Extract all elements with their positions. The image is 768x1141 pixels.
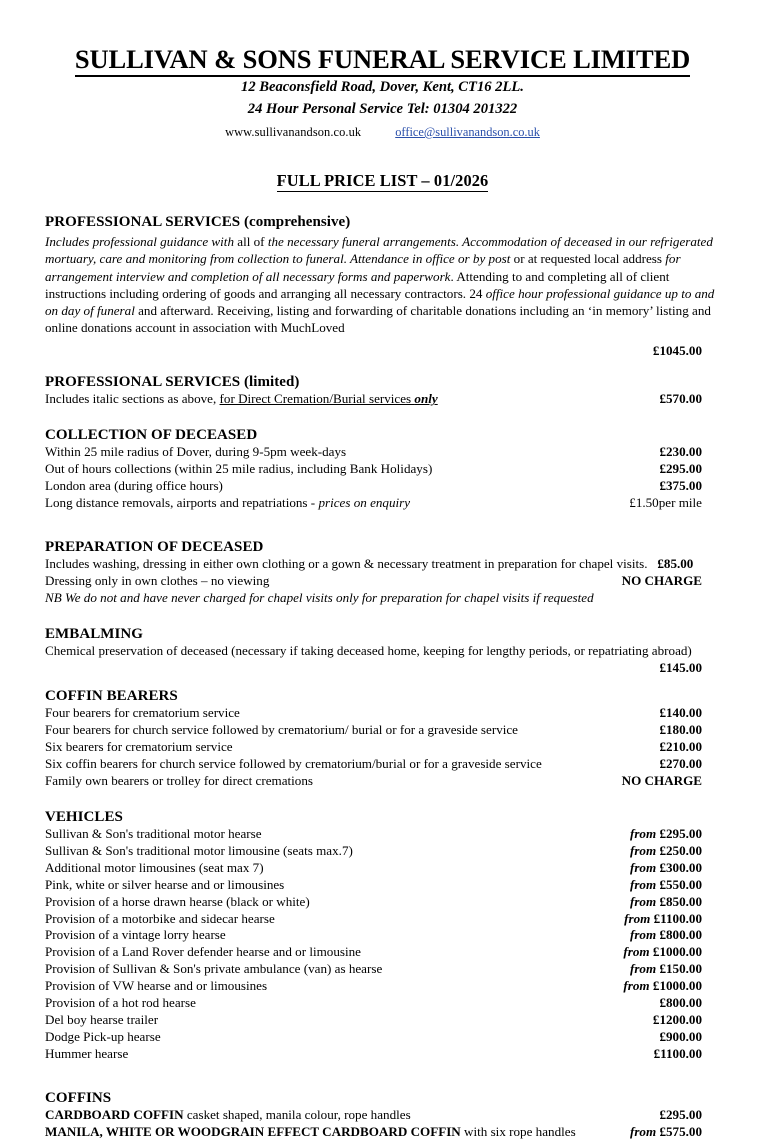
section-professional-limited — [45, 373, 720, 408]
price-row — [45, 995, 720, 1012]
price-row — [45, 1046, 720, 1063]
website-text: www.sullivanandson.co.uk — [225, 125, 362, 140]
row-price: from £1000.00 — [623, 978, 702, 994]
row-price: £800.00 — [659, 995, 702, 1011]
row-price: £180.00 — [659, 721, 702, 737]
price-row — [45, 978, 720, 995]
price-row — [45, 1029, 720, 1046]
price-row — [45, 877, 720, 894]
row-price: £140.00 — [659, 705, 702, 720]
price-row — [45, 927, 720, 944]
row-description-bold: MANILA, WHITE OR WOODGRAIN EFFECT CARDBOARD COFFIN — [45, 1124, 461, 1140]
row-price: £1.50per mile — [629, 495, 702, 511]
price-row — [45, 773, 720, 790]
price-row — [45, 722, 720, 739]
limited-desc-only: only — [414, 391, 438, 407]
row-description: Dodge Pick-up hearse — [45, 1029, 161, 1045]
company-title — [45, 45, 720, 75]
row-price: from £1000.00 — [623, 944, 702, 960]
preparation-line2-price: NO CHARGE — [621, 573, 702, 589]
row-price: £375.00 — [659, 478, 702, 494]
row-price: from £300.00 — [629, 859, 702, 875]
row-description: Sullivan & Son's traditional motor hearse — [45, 825, 262, 841]
price-row — [45, 1107, 720, 1124]
row-price: £900.00 — [659, 1029, 702, 1045]
section-preparation — [45, 538, 720, 607]
company-address: 12 Beaconsfield Road, Dover, Kent, CT16 2LL. — [241, 78, 524, 95]
price-row — [45, 911, 720, 928]
row-description: Out of hours collections (within 25 mile radius, including Bank Holidays) — [45, 461, 433, 477]
row-price: £210.00 — [659, 738, 702, 754]
row-description: Sullivan & Son's traditional motor limousine (seats max.7) — [45, 842, 353, 858]
section-collection — [45, 426, 720, 512]
row-description: Provision of a horse drawn hearse (black or white) — [45, 893, 310, 909]
section-coffin-bearers — [45, 687, 720, 790]
row-price: £1200.00 — [652, 1012, 702, 1028]
row-price-from: from — [629, 859, 660, 875]
row-description: Provision of Sullivan & Son's private ambulance (van) as hearse — [45, 961, 383, 977]
row-description: Pink, white or silver hearse and or limousines — [45, 876, 285, 892]
email-link[interactable]: office@sullivanandson.co.uk — [395, 125, 540, 140]
coffin-rows — [45, 1107, 720, 1141]
row-description: Provision of a vintage lorry hearse — [45, 927, 226, 943]
row-price: £230.00 — [659, 444, 702, 460]
row-description-italic: prices on enquiry — [318, 495, 411, 511]
price-row — [45, 894, 720, 911]
preparation-line-2 — [45, 573, 720, 590]
section-heading: COFFINS — [45, 1090, 112, 1107]
limited-desc-prefix: Includes italic sections as above, — [45, 391, 220, 407]
preparation-line1-desc: Includes washing, dressing in either own clothing or a gown & necessary treatment in preparation for chapel visits. — [45, 556, 648, 572]
price-row — [45, 1012, 720, 1029]
body-fragment-4: for arrangement interview and completion of all necessary forms and paperwork — [45, 251, 681, 284]
section-vehicles — [45, 808, 720, 1063]
section-professional-comprehensive — [45, 213, 720, 359]
row-price: from £850.00 — [629, 893, 702, 909]
limited-desc-underlined-text: for Direct Cremation/Burial services — [219, 391, 415, 407]
row-price-from: from — [629, 876, 660, 892]
section-coffins — [45, 1089, 720, 1141]
row-description: Six coffin bearers for church service followed by crematorium/burial or for a graveside service — [45, 755, 542, 771]
row-price: NO CHARGE — [621, 772, 702, 788]
row-price: from £550.00 — [629, 876, 702, 892]
preparation-note: NB We do not and have never charged for chapel visits only for preparation for chapel visits if requested — [45, 590, 594, 606]
price-row — [45, 1124, 720, 1141]
row-description-bold: CARDBOARD COFFIN — [45, 1107, 184, 1123]
price-row — [45, 495, 720, 512]
preparation-line-1 — [45, 556, 720, 573]
embalming-price: £145.00 — [659, 660, 702, 676]
professional-limited-price: £570.00 — [659, 391, 702, 407]
row-description: Six bearers for crematorium service — [45, 738, 233, 754]
row-description: CARDBOARD COFFIN casket shaped, manila colour, rope handles — [45, 1107, 411, 1123]
company-service-phone: 24 Hour Personal Service Tel: 01304 201322 — [247, 101, 518, 118]
row-price-from: from — [629, 842, 660, 858]
price-row — [45, 705, 720, 722]
row-description: Hummer hearse — [45, 1046, 129, 1062]
page-title — [45, 171, 720, 191]
row-description: Four bearers for church service followed by crematorium/ burial or for a graveside service — [45, 721, 518, 737]
price-row — [45, 756, 720, 773]
row-description: Family own bearers or trolley for direct cremations — [45, 772, 313, 788]
row-price-from: from — [629, 893, 660, 909]
row-description: London area (during office hours) — [45, 478, 223, 494]
section-embalming — [45, 625, 720, 677]
section-heading: COFFIN BEARERS — [45, 688, 178, 704]
row-description: Additional motor limousines (seat max 7) — [45, 859, 264, 875]
section-heading: PROFESSIONAL SERVICES (comprehensive) — [45, 214, 351, 231]
row-description: Within 25 mile radius of Dover, during 9-5pm week-days — [45, 444, 347, 460]
row-description: Provision of a Land Rover defender hearse and or limousine — [45, 944, 361, 960]
contact-links — [45, 124, 720, 140]
vehicle-rows — [45, 826, 720, 1063]
preparation-line2-desc: Dressing only in own clothes – no viewing — [45, 573, 270, 589]
row-price: from £800.00 — [629, 927, 702, 943]
row-price-from: from — [623, 944, 653, 960]
row-price-from: from — [623, 978, 653, 994]
price-row — [45, 961, 720, 978]
price-row — [45, 826, 720, 843]
embalming-desc: Chemical preservation of deceased (necessary if taking deceased home, keeping for lengthy periods, or repatriating abroad) — [45, 643, 692, 659]
price-row — [45, 860, 720, 877]
body-fragment-5: . Attending to and completing all of client instructions including ordering of goods and arranging all necessary contractors. 24 — [45, 268, 670, 301]
row-price: from £250.00 — [629, 842, 702, 858]
row-price: £270.00 — [659, 755, 702, 771]
row-price-from: from — [629, 1124, 660, 1140]
body-fragment-7: and afterward. Receiving, listing and forwarding of charitable donations including an ‘in memory’ listing and online donations account in association with MuchLoved — [45, 303, 711, 336]
company-name-text: SULLIVAN & SONS FUNERAL SERVICE LIMITED — [75, 44, 690, 77]
section-heading: PROFESSIONAL SERVICES (limited) — [45, 374, 300, 391]
professional-comprehensive-price: £1045.00 — [652, 343, 702, 359]
body-fragment-1: all of — [237, 234, 268, 250]
collection-rows — [45, 444, 720, 512]
professional-limited-row — [45, 391, 720, 408]
row-description: Provision of VW hearse and or limousines — [45, 978, 268, 994]
body-fragment-2: the necessary funeral arrangements. Accommodation of deceased in our refrigerated mortuary, care and monitoring from collection to funeral. Attendance in office or by post — [45, 234, 713, 267]
body-fragment-0: Includes professional guidance with — [45, 234, 238, 250]
coffin-bearer-rows — [45, 705, 720, 790]
price-row — [45, 739, 720, 756]
row-description: Del boy hearse trailer — [45, 1012, 159, 1028]
row-price: from £150.00 — [629, 961, 702, 977]
price-row — [45, 843, 720, 860]
row-price: £295.00 — [659, 461, 702, 477]
price-row — [45, 444, 720, 461]
body-fragment-6: office hour professional guidance up to and on day of funeral — [45, 285, 715, 319]
row-description: MANILA, WHITE OR WOODGRAIN EFFECT CARDBOARD COFFIN with six rope handles — [45, 1124, 576, 1140]
row-price-from: from — [629, 927, 660, 943]
row-description: Long distance removals, airports and repatriations - prices on enquiry — [45, 495, 411, 511]
section-heading: PREPARATION OF DECEASED — [45, 539, 264, 556]
row-description: Four bearers for crematorium service — [45, 705, 240, 720]
row-price: £1100.00 — [653, 1046, 702, 1062]
section-heading: COLLECTION OF DECEASED — [45, 427, 258, 444]
price-row — [45, 478, 720, 495]
professional-limited-desc — [45, 391, 594, 408]
row-price: from £575.00 — [629, 1124, 702, 1140]
page-title-text: FULL PRICE LIST – 01/2026 — [276, 171, 489, 191]
preparation-line1-price: £85.00 — [657, 556, 694, 572]
price-row — [45, 461, 720, 478]
row-price: from £295.00 — [629, 825, 702, 841]
row-description: Provision of a motorbike and sidecar hearse — [45, 910, 275, 926]
row-description: Provision of a hot rod hearse — [45, 995, 196, 1011]
row-price-from: from — [629, 825, 660, 841]
row-price: from £1100.00 — [624, 910, 702, 926]
section-heading: VEHICLES — [45, 808, 123, 825]
body-fragment-3: or at requested local address — [513, 251, 666, 267]
row-price: £295.00 — [659, 1107, 702, 1123]
section-heading: EMBALMING — [45, 626, 143, 643]
limited-desc-underlined — [220, 391, 438, 406]
professional-comprehensive-body — [45, 233, 720, 336]
price-row — [45, 944, 720, 961]
row-price-from: from — [624, 910, 654, 926]
row-price-from: from — [629, 961, 660, 977]
